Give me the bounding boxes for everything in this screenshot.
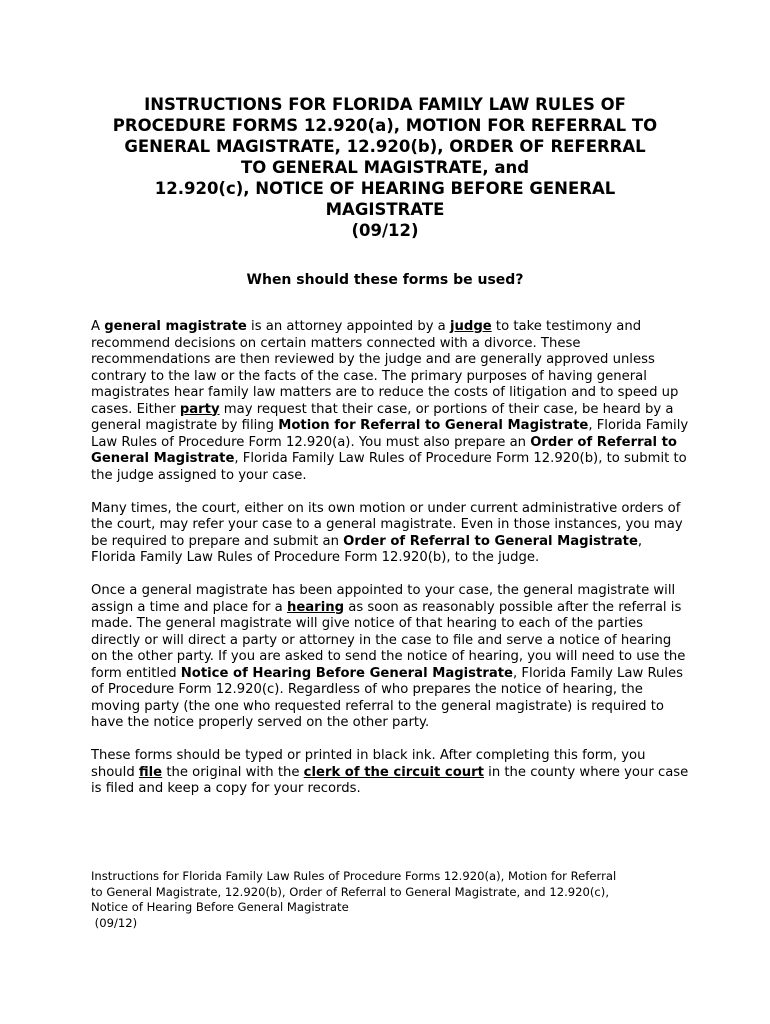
text-run: in the county where your case is filed and keep a copy for your records. bbox=[91, 764, 689, 796]
footer-line: Notice of Hearing Before General Magistrate bbox=[91, 900, 349, 914]
paragraph-court-referral bbox=[91, 501, 691, 567]
page-footer bbox=[91, 869, 691, 931]
term-general-magistrate: general magistrate bbox=[104, 319, 247, 334]
glossary-term-party: party bbox=[179, 401, 220, 417]
text-run: These forms should be typed or printed in black ink. After completing this form, you should bbox=[91, 748, 646, 780]
document-title bbox=[70, 94, 700, 241]
glossary-term-hearing: hearing bbox=[286, 599, 345, 615]
footer-date: (09/12) bbox=[91, 915, 138, 930]
text-run: , Florida Family Law Rules of Procedure Form 12.920(b), to submit to the judge assigned to your case. bbox=[91, 451, 687, 483]
paragraph-filing bbox=[91, 748, 691, 798]
text-run: Once a general magistrate has been appointed to your case, the general magistrate will assign a time and place for a bbox=[91, 583, 676, 615]
text-run: as soon as reasonably possible after the referral is made. The general magistrate will give notice of that hearing to each of the parties directly or will direct a party or attorney in the case to file and serve a notice of hearing on the other party. If you are asked to send the notice of hearing, you will need to use the form entitled bbox=[91, 599, 686, 681]
text-run: , Florida Family Law Rules of Procedure Form 12.920(a). You must also prepare an bbox=[91, 418, 689, 450]
text-run: the original with the bbox=[162, 764, 304, 780]
form-name-order: Order of Referral to General Magistrate bbox=[91, 434, 677, 466]
title-line: INSTRUCTIONS FOR FLORIDA FAMILY LAW RULES OF bbox=[144, 95, 626, 114]
text-run: is an attorney appointed by a bbox=[246, 319, 450, 334]
title-line: PROCEDURE FORMS 12.920(a), MOTION FOR REFERRAL TO bbox=[112, 116, 658, 135]
title-line: 12.920(c), NOTICE OF HEARING BEFORE GENERAL bbox=[154, 179, 616, 198]
text-run: Many times, the court, either on its own motion or under current administrative orders of the court, may refer your case to a general magistrate. Even in those instances, you may be required to prepare and submit an bbox=[91, 500, 683, 549]
footer-line: to General Magistrate, 12.920(b), Order of Referral to General Magistrate, and 12.920(c), bbox=[91, 884, 610, 899]
title-line: TO GENERAL MAGISTRATE, and bbox=[240, 158, 530, 177]
text-run: A bbox=[91, 319, 105, 334]
text-run: , Florida Family Law Rules of Procedure Form 12.920(b), to the judge. bbox=[91, 533, 643, 565]
form-name-order: Order of Referral to General Magistrate bbox=[343, 533, 638, 549]
glossary-term-clerk: clerk of the circuit court bbox=[303, 764, 484, 780]
form-name-motion: Motion for Referral to General Magistrate bbox=[278, 418, 589, 433]
form-name-notice: Notice of Hearing Before General Magistrate bbox=[180, 665, 513, 681]
glossary-term-judge: judge bbox=[449, 319, 492, 334]
footer-line: Instructions for Florida Family Law Rules of Procedure Forms 12.920(a), Motion for Referral bbox=[91, 869, 617, 883]
paragraph-general-magistrate bbox=[91, 319, 691, 484]
text-run: to take testimony and recommend decisions on certain matters connected with a divorce. These recommendations are then reviewed by the judge and are generally approved unless contrary to the law or the facts of the case. The primary purposes of having general magistrates hear family law matters are to reduce the costs of litigation and to speed up cases. Either bbox=[91, 319, 679, 417]
document-body bbox=[91, 319, 691, 814]
text-run: may request that their case, or portions of their case, be heard by a general magistrate by filing bbox=[91, 401, 674, 433]
title-line: MAGISTRATE bbox=[325, 200, 445, 219]
paragraph-hearing bbox=[91, 583, 691, 732]
title-line: (09/12) bbox=[351, 221, 419, 240]
glossary-term-file: file bbox=[138, 764, 163, 780]
section-heading: When should these forms be used? bbox=[246, 272, 524, 288]
title-line: GENERAL MAGISTRATE, 12.920(b), ORDER OF REFERRAL bbox=[124, 137, 646, 156]
text-run: , Florida Family Law Rules of Procedure Form 12.920(c). Regardless of who prepares the notice of hearing, the moving party (the one who requested referral to the general magistrate) is required to have the notice properly served on the other party. bbox=[91, 665, 684, 730]
